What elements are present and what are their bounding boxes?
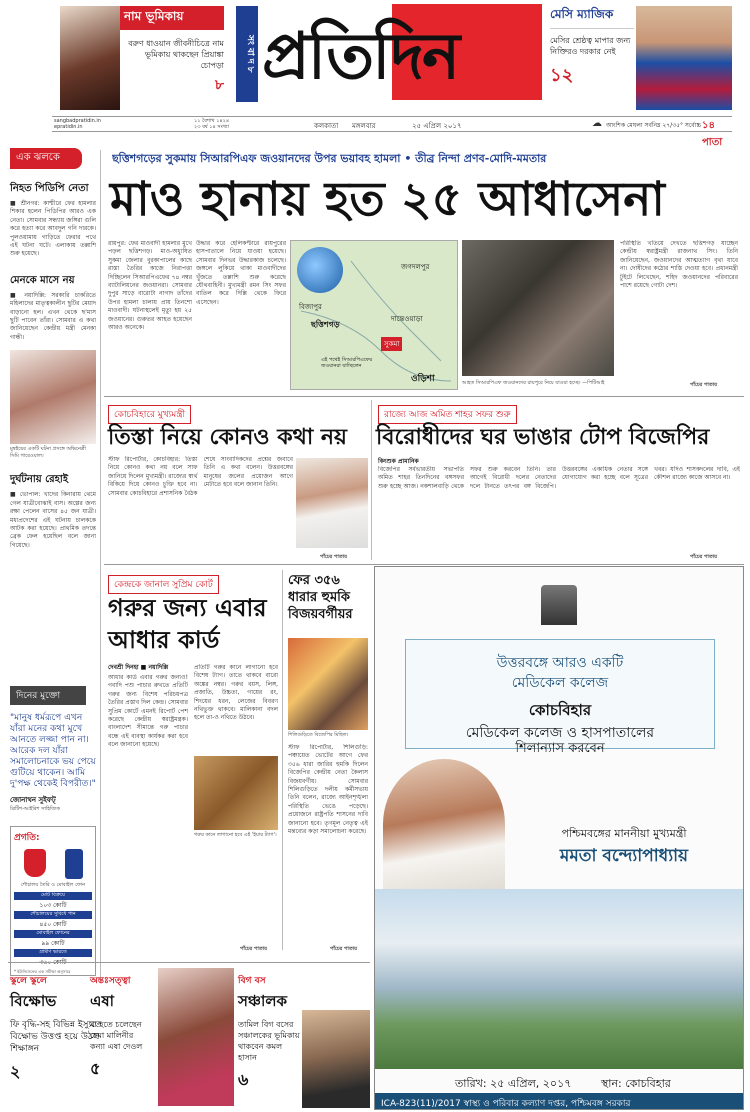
toilet-icon (24, 849, 46, 877)
lead-kicker[interactable]: ছত্তিশগড়ের সুকমায় সিআরপিএফ জওয়ানদের উপর ভয়াবহ হামলা • তীব্র নিন্দা প্রণব-মোদি-মমতার (112, 152, 547, 165)
medical-college-ad[interactable] (374, 566, 744, 1110)
garu-divider (282, 570, 283, 950)
garu-byline: দেবশ্রী দিনহা ■ নয়াদিল্লি (108, 664, 169, 671)
pragati-icons (14, 849, 92, 879)
garu-headline[interactable]: গরুর জন্য এবার আধার কার্ড (108, 594, 267, 654)
day: মঙ্গলবার (352, 122, 376, 130)
tista-continued[interactable]: পাঁচের পাতায় (320, 554, 348, 560)
ad-line-2: মেডিকেল কলেজ (511, 675, 609, 691)
pragati-note: * ইউনিসেফের এক সমীক্ষা অনুসারে (14, 969, 71, 974)
bottom-teaser-3-page: ৬ (238, 1070, 249, 1089)
kailash-text-col (288, 744, 368, 940)
pragati-title: প্রগতি: (14, 833, 40, 843)
lead-right-text-col (620, 240, 738, 386)
left-teaser-page: ৮ (214, 77, 224, 93)
bottom-teaser-3-text: তামিল বিগ বসের সঞ্চালকের ভূমিকায় থাকবেন কমল হাসান (238, 1020, 300, 1062)
ek-jhalake-item-3-title[interactable]: দুর্ঘটনায় রেহাই (10, 474, 69, 486)
pragati-row-value: ৯৯ কোটি (41, 940, 65, 947)
mobile-phone-icon (65, 849, 83, 879)
ad-date: তারিখ: ২৫ এপ্রিল, ২০১৭ (455, 1077, 572, 1090)
pragati-row (14, 930, 92, 938)
ek-jhalake-tag: এক ঝলকে (10, 148, 82, 169)
ek-jhalake-item-2-title[interactable]: মেনকে মাসে নয় (10, 274, 75, 286)
ad-footer: ICA-823(11)/2017 স্বাস্থ্য ও পরিবার কল্যাণ দপ্তর, পশ্চিমবঙ্গ সরকার (375, 1093, 744, 1110)
date-small: ১১ বৈশাখ ১৪২৪ ২৩ বর্ষ ১৪ সংখ্যা (194, 118, 230, 130)
birodhi-byline: কিংশুক প্রামানিক (378, 458, 419, 465)
pragati-row-label: গ্রামীণ ভারতে (39, 949, 67, 955)
dinera-mukto-quote: "মানুষ ধর্মরূপে এখন যাঁরা মনের কথা মুখে আনতে লজ্জা পান না। আরেক দল যাঁরা সমালোচনাকে ভয় পেয়ে গুটিয়ে থাকেন। আমি দু'পক্ষ থেকেই বিপরীত।" (10, 713, 96, 789)
kamal-photo[interactable] (302, 1010, 370, 1108)
simi-photo[interactable] (10, 350, 96, 444)
left-teaser-text: বরুণ ধাওয়ান জীবনীচিত্রে নাম ভূমিকায় থাকছেন প্রিয়াঙ্কা চোপড়া (128, 39, 224, 70)
garu-text-col (108, 674, 188, 834)
birodhi-continued[interactable]: পাঁচের পাতায় (690, 554, 718, 560)
ad-line-7: মমতা বন্দ্যোপাধ্যায় (559, 846, 689, 866)
right-teaser-page: ১২ (550, 65, 574, 86)
mamata-photo[interactable] (296, 458, 368, 548)
map-city-1: বিজাপুর (299, 303, 322, 311)
bottom-teaser-1-page: ২ (10, 1062, 21, 1081)
ek-jhalake-item-1-title[interactable]: নিহত পিডিপি নেতা (10, 183, 89, 194)
bottom-teaser-1-title: বিক্ষোভ (10, 992, 57, 1010)
right-teaser-title: মেসি ম্যাজিক (550, 6, 634, 29)
map-spot: সুকমা (381, 337, 402, 351)
pragati-row-label: শৌচালয়ের সুবিধে পান (30, 911, 76, 917)
map-city-3: জগদলপুর (401, 263, 430, 271)
date-strip (52, 116, 732, 148)
emblem-icon (541, 585, 577, 625)
pragati-row (14, 892, 92, 900)
ad-line-6: পশ্চিমবঙ্গের মাননীয়া মুখ্যমন্ত্রী (561, 827, 687, 840)
right-teaser-text: মেসির শ্রেষ্ঠত্ব মাপার জন্য নিক্তিরও দরকার নেই (550, 36, 631, 56)
right-teaser-photo[interactable] (636, 6, 732, 110)
ad-line-1: উত্তরবঙ্গে আরও একটি (496, 655, 624, 671)
masthead (0, 0, 750, 116)
kailash-headline[interactable]: ফের ৩৫৬ ধারার হুমকি বিজয়বর্গীয়র (288, 573, 353, 622)
mid-divider (371, 400, 372, 560)
pragati-row-label: মোট বিক্রয়ে (41, 892, 65, 898)
dinera-mukto-tag: দিনের মুক্তো (10, 686, 86, 705)
pragati-rows (14, 892, 92, 968)
pragati-caption: শৌচালয় তৈরি ও মোবাইল ফোন (20, 882, 86, 888)
logo-text: প্রতিদিন (262, 20, 459, 94)
lead-continued[interactable]: পাঁচের পাতায় (690, 382, 718, 388)
dinera-mukto-author: জোনাথন সুইফট্‌ (10, 796, 56, 804)
pragati-row (14, 949, 92, 957)
esha-photo[interactable] (158, 968, 234, 1106)
weather: আংশিক মেঘলা সর্বনিম্ন ২৭/৩৫° সর্বোচ্চ (606, 122, 702, 129)
city: কলকাতা (314, 122, 339, 130)
lead-body-col2 (196, 240, 286, 390)
weather-icon: ☁ (592, 118, 602, 129)
masthead-vertical-text: সং বা দ ৮ (245, 35, 255, 73)
pragati-box (10, 826, 96, 976)
ad-place: স্থান: কোচবিহার (601, 1077, 671, 1090)
date: ২৫ এপ্রিল ২০১৭ (412, 122, 462, 130)
right-teaser[interactable] (550, 6, 634, 110)
kailash-photo[interactable] (288, 638, 368, 730)
bottom-rule (8, 962, 370, 963)
bottom-teaser-2-tag: অন্তঃসত্ত্বা (90, 976, 131, 986)
garu-text-2: প্রতিটি গরুর কানে লাগানো হবে বিশেষ ট্যাগ। তাতে থাকবে বারো অঙ্কের নম্বর। গরুর বয়স, লিঙ্গ, প্রজাতি, উচ্চতা, গায়ের রং, শিংয়ের ধরন, লেজের বিবরণ নথিভুক্ত থাকবে। মালিকানা বদল হলে তা-ও নথিতে উঠবে। (194, 664, 278, 722)
bottom-teaser-1-text: ফি বৃদ্ধি-সহ বিভিন্ন ইস্যুতে বিক্ষোভ উত্তপ্ত হয়ে উঠল শিক্ষাঙ্গন (10, 1020, 102, 1054)
lead-map[interactable] (290, 240, 458, 390)
tista-headline[interactable]: তিস্তা নিয়ে কোনও কথা নয় (108, 425, 347, 450)
lead-right-text: পরিস্থিতি খতিয়ে দেখতে ছত্তিশগড় যাচ্ছেন কেন্দ্রীয় স্বরাষ্ট্রমন্ত্রী রাজনাথ সিং। তিনি জানিয়েছেন, জওয়ানদের আত্মত্যাগ বৃথা যাবে না। দোষীদের কঠোর শাস্তি দেওয়া হবে। প্রধানমন্ত্রী টুইটে লিখেছেন, শহিদ জওয়ানদের পরিবারের পাশে রয়েছে গোটা দেশ। (620, 240, 738, 290)
garu-text-col2 (194, 664, 278, 754)
lead-photo-caption: আহত সিআরপিএফ জওয়ানদের রায়পুরে নিয়ে যাওয়া হচ্ছে। —পিটিআই (462, 380, 605, 386)
tista-text: স্টাফ রিপোর্টার, কোচবিহার: তিস্তা নিয়ে কোনও কথা নয় বলে সাফ জানিয়ে দিলেন মুখ্যমন্ত্রী। রাজ্যের স্বার্থ বিকিয়ে দিয়ে কোনও চুক্তি হবে না। সোমবার কোচবিহারে প্রশাসনিক বৈঠক শেষে সাংবাদিকদের প্রশ্নের জবাবে তিনি এ কথা বলেন। উত্তরবঙ্গের মানুষের জলের প্রয়োজন আগে মেটাতে হবে বলে জানান তিনি। (108, 456, 293, 497)
map-note: এই পথেই সিআরপিএফের জওয়ানরা যাচ্ছিলেন (321, 357, 373, 369)
map-region: ছত্তিশগড় (311, 320, 340, 329)
left-teaser-photo[interactable] (60, 6, 120, 110)
bottom-teaser-2-page: ৫ (90, 1059, 101, 1078)
lead-headline[interactable]: মাও হানায় হত ২৫ আধাসেনা (110, 172, 665, 227)
tista-text-col (108, 456, 293, 554)
dinera-mukto-role: ব্রিটিশ-আইরিশ সাহিত্যিক (10, 806, 61, 812)
ek-jhalake-item-1-text: ■ শ্রীনগর: কাশ্মীরে ফের হামলার শিকার হলেন পিডিপির আরও এক নেতা। সোমবার সন্ধ্যায় জঙ্গিরা গুলি করে হত্যা করে আবদুল গনি দারকে। পুলওয়ামায় গাড়িতে ফেরার পথে এই ঘটনা ঘটে। এলাকায় তল্লাশি শুরু হয়েছে। (10, 200, 96, 258)
ad-mamata-photo (383, 759, 505, 889)
map-city-4: ওড়িশা (411, 374, 435, 384)
left-teaser-title: নাম ভূমিকায় (120, 6, 224, 30)
ad-hospital-render (375, 889, 744, 1069)
logo[interactable] (262, 4, 544, 100)
mid-rule (104, 564, 744, 565)
birodhi-tag: রাজ্যে আজ অমিত শাহর সফর শুরু (378, 405, 517, 424)
ek-jhalake-item-3-text: ■ ভোপাল: খাদের কিনারায় থেমে গেল যাত্রীবোঝাই বাস। অল্পের জন্য রক্ষা পেলেন বাসের ৪৫ জন যাত্রী। মধ্যপ্রদেশের এই ঘটনায় চালককে আটক করা হয়েছে। প্রাথমিক তদন্তে ব্রেক ফেল হয়েছিল বলে জানা গিয়েছে। (10, 491, 96, 549)
left-column-divider (100, 150, 101, 980)
pragati-row-value: ৪৫০ কোটি (39, 921, 67, 928)
dinera-mukto (10, 686, 96, 812)
kailash-photo-caption: শিলিগুড়িতে বিজেপির মিছিল। (288, 732, 349, 738)
bottom-teaser-1-tag: স্কুলে স্কুলে (10, 976, 47, 986)
birodhi-text: বিজেপির সর্বভারতীয় সভাপতি অমিত শাহর তিনদিনের বঙ্গসফর শুরু হচ্ছে আজ। নকশালবাড়ি থেকে সফর শুরু করবেন তিনি। তার আগেই বিরোধী দলের নেতাদের দলে টানতে তৎপর বঙ্গ বিজেপি। উত্তরবঙ্গের একাধিক নেতার সঙ্গে যোগাযোগ করা হচ্ছে বলে সূত্রের খবর। যদিও শাসকদলের দাবি, এই কৌশল রাজ্যে কাজে আসবে না। (378, 466, 740, 490)
garu-tag-wrap (108, 572, 219, 594)
birodhi-headline[interactable]: বিরোধীদের ঘর ভাঙার টোপ বিজেপির (376, 425, 710, 450)
lead-body-1: রায়পুর: ফের মাওবাদী হামলার মুখে পড়ল ছত্তিশগড়। মাও-অধ্যুষিত সুকমা জেলার বুরকাপালের কাছে রাস্তা তৈরির কাজে নিরাপত্তা দিচ্ছিলেন সিআরপিএফের ৭৪ নম্বর ব্যাটালিয়নের জওয়ানরা। সোমবার দুপুর সাড়ে বারোটা নাগাদ তাঁদের উপর হামলা চালায় প্রায় তিনশো মাওবাদী। ঘটনাস্থলেই মৃত্যু হয় ২৫ জওয়ানের। গুরুতর আহত হয়েছেন আরও অনেকে। (108, 240, 192, 332)
masthead-vertical-label (236, 6, 258, 102)
ad-line-4: মেডিকেল কলেজ ও হাসপাতালের (465, 725, 655, 741)
pragati-row (14, 911, 92, 919)
lead-bottom-rule (104, 396, 744, 397)
pragati-row-value: ১০৩ কোটি (39, 902, 67, 909)
kailash-continued[interactable]: পাঁচের পাতায় (330, 946, 358, 952)
garu-text-1: আধার কার্ড এবার গরুর জন্যও! গবাদি পশু পাচার রুখতে প্রতিটি গরুর জন্য বিশেষ পরিচয়পত্র তৈরির প্রস্তাব দিল কেন্দ্র। সোমবার সুপ্রিম কোর্টে এমনই রিপোর্ট পেশ করেছে কেন্দ্রীয় স্বরাষ্ট্রমন্ত্রক। বাংলাদেশ সীমান্তে গরু পাচার বন্ধে এই ব্যবস্থা কার্যকর করা হবে বলে জানানো হয়েছে। (108, 674, 188, 749)
bottom-teaser-2-text: মা হতে চলেছেন হেমা মালিনীর কন্যা এষা দেওল (90, 1020, 143, 1051)
kailash-text: স্টাফ রিপোর্টার, শিলিগুড়ি: পঞ্চায়েত ভোটের আগে ফের ৩৫৬ ধারা জারির হুমকি দিলেন বিজেপির কেন্দ্রীয় নেতা কৈলাস বিজয়বর্গীয়। সোমবার শিলিগুড়িতে দলীয় কর্মীসভায় তিনি বলেন, রাজ্যে আইনশৃঙ্খলা পরিস্থিতি ভেঙে পড়েছে। প্রয়োজনে রাষ্ট্রপতি শাসনের দাবি জানানো হবে। তৃণমূল নেতৃত্ব এই মন্তব্যের কড়া সমালোচনা করেছে। (288, 744, 368, 836)
pages: ১৪ পাতা (702, 120, 723, 148)
simi-caption: মুম্বইয়ের একটি ঘটনা প্রসঙ্গে অভিনেত্রী সিমি গারেওয়াল। (10, 446, 87, 460)
cow-tag-caption: গরুর কানে লাগানো হবে এই 'ইয়ার ট্যাগ'। (194, 832, 277, 838)
pragati-row-label: মোবাইল ফোনের (36, 930, 70, 936)
bottom-teaser-3-title: সঞ্চালক (238, 992, 288, 1010)
left-teaser[interactable] (120, 6, 224, 110)
lead-body-col1 (108, 240, 192, 390)
ad-line-5: শিলান্যাস করবেন (515, 741, 605, 756)
birodhi-text-col (378, 466, 740, 554)
lead-photo[interactable] (462, 240, 614, 376)
ad-line-3: কোচবিহার (528, 701, 592, 719)
bottom-teaser-3-tag: বিগ বস (238, 976, 266, 986)
ek-jhalake-item-2-text: ■ নয়াদিল্লি: সরকারি চাকরিতে মহিলাদের মাতৃত্বকালীন ছুটির মেয়াদ বাড়ানো হল। এখন থেকে ছ'মাস ছুটি পাবেন তাঁরা। সোমবার এ কথা জানিয়েছেন কেন্দ্রীয় মন্ত্রী মেনকা গান্ধী। (10, 291, 96, 341)
lead-body-2: উদ্ধার করে হেলিকপ্টারে রায়পুরের হাসপাতালে নিয়ে যাওয়া হয়েছে। সোমবার দিনভর উদ্ধারকাজ চলেছে। জঙ্গলে লুকিয়ে থাকা মাওবাদীদের খুঁজতে তল্লাশি শুরু করেছে যৌথবাহিনী। মুখ্যমন্ত্রী রমন সিং সফর বাতিল করে দিল্লি থেকে ফিরে এসেছেন। (196, 240, 286, 306)
bottom-teaser-2-title: এষা (90, 992, 115, 1010)
garu-tag: কেন্দ্রকে জানাল সুপ্রিম কোর্ট (108, 575, 219, 594)
map-city-2: দান্তেওয়াড়া (391, 315, 423, 323)
cow-tag-photo[interactable] (194, 756, 278, 830)
website[interactable]: sangbadpratidin.in epratidin.in (54, 118, 101, 130)
garu-continued[interactable]: পাঁচের পাতায় (240, 946, 268, 952)
tista-tag: কোচবিহারে মুখ্যমন্ত্রী (108, 405, 191, 424)
